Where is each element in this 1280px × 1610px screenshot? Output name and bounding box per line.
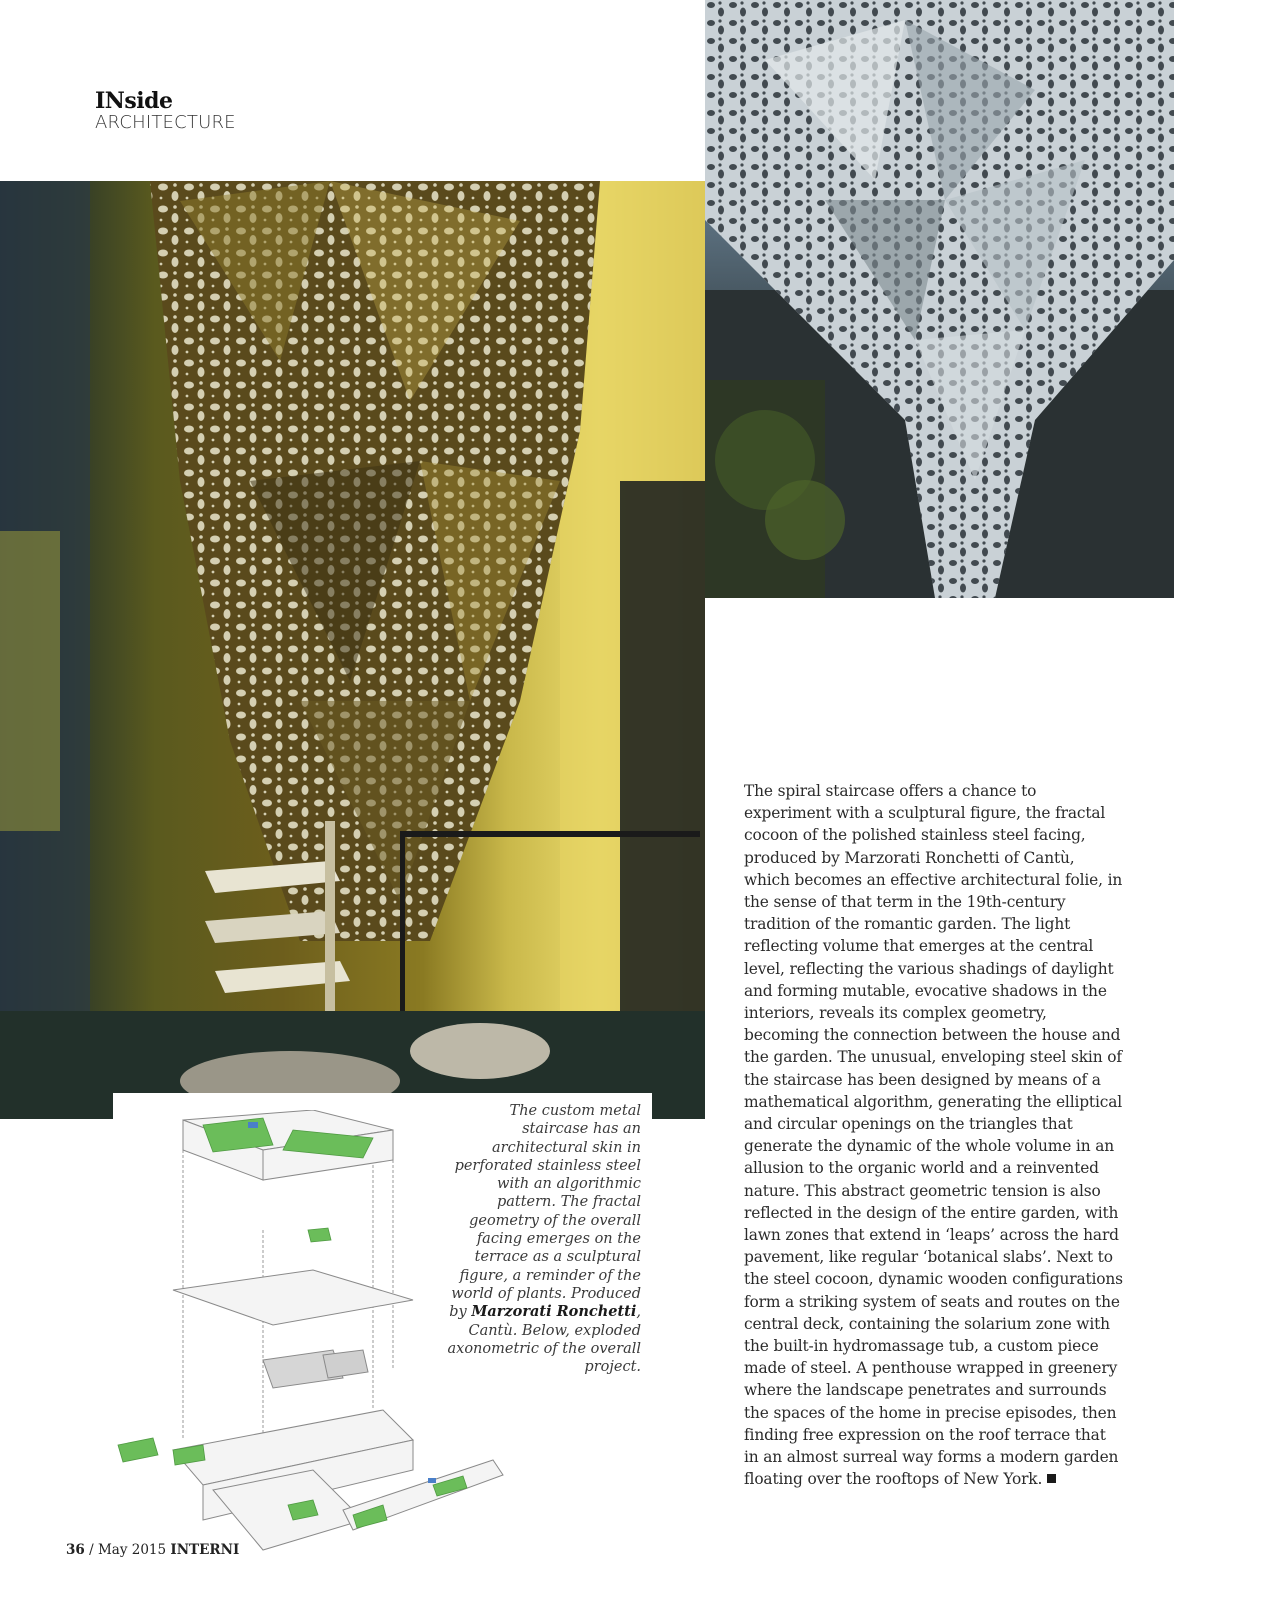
caption-credit: Marzorati Ronchetti (471, 1303, 637, 1321)
issue-date: May 2015 (97, 1542, 167, 1558)
article-body-text: The spiral staircase offers a chance to experiment with a sculptural figure, the fractal cocoon of the polished stainless steel facing, produced by Marzorati Ronchetti of Cantù, which becomes an effective architectural folie, in the sense of that term in the 19th-century tradition of the romantic garden. The light reflecting volume that emerges at the central level, reflecting the various shadings of daylight and forming mutable, evocative shadows in the interiors, reveals its complex geometry, becoming the connection between the house and the garden. The unusual, enveloping steel skin of the staircase has been designed by means of a mathematical algorithm, generating the elliptical and circular openings on the triangles that generate the dynamic of the whole volume in an allusion to the organic world and a reinvented nature. This abstract geometric tension is also reflected in the design of the entire garden, with lawn zones that extend in ‘leaps’ across the hard pavement, like regular ‘botanical slabs’. Next to the steel cocoon, dynamic wooden configurations form a striking system of seats and routes on the central deck, containing the solarium zone with the built-in hydromassage tub, a custom piece made of steel. A penthouse wrapped in greenery where the landscape penetrates and surrounds the spaces of the home in precise episodes, then finding free expression on the roof terrace that in an almost surreal way forms a modern garden floating over the rooftops of New York. (744, 782, 1123, 1489)
section-header (95, 90, 236, 132)
section-label-architecture: ARCHITECTURE (95, 112, 236, 133)
top-photo (705, 0, 1174, 598)
page-number: 36 (66, 1542, 85, 1558)
main-photo (0, 181, 705, 1119)
photo-caption (440, 1102, 641, 1376)
caption-text-before: The custom metal staircase has an architectural skin in perforated stainless steel with an algorithmic pattern. The fractal geometry of the overall facing emerges on the terrace as a sculptural figure, a reminder of the world of plants. Produced by (449, 1103, 641, 1321)
end-of-article-mark (1047, 1474, 1056, 1483)
magazine-name: INTERNI (170, 1542, 240, 1558)
fractal-cocoon-illustration (705, 0, 1174, 598)
caption-text-after: , Cantù. Below, exploded axonometric of the overall project. (447, 1304, 641, 1376)
folio-separator: / (89, 1542, 94, 1558)
section-label-inside: INside (95, 88, 173, 114)
staircase-illustration (0, 181, 705, 1119)
page-folio (66, 1542, 239, 1558)
article-body (744, 780, 1124, 1491)
